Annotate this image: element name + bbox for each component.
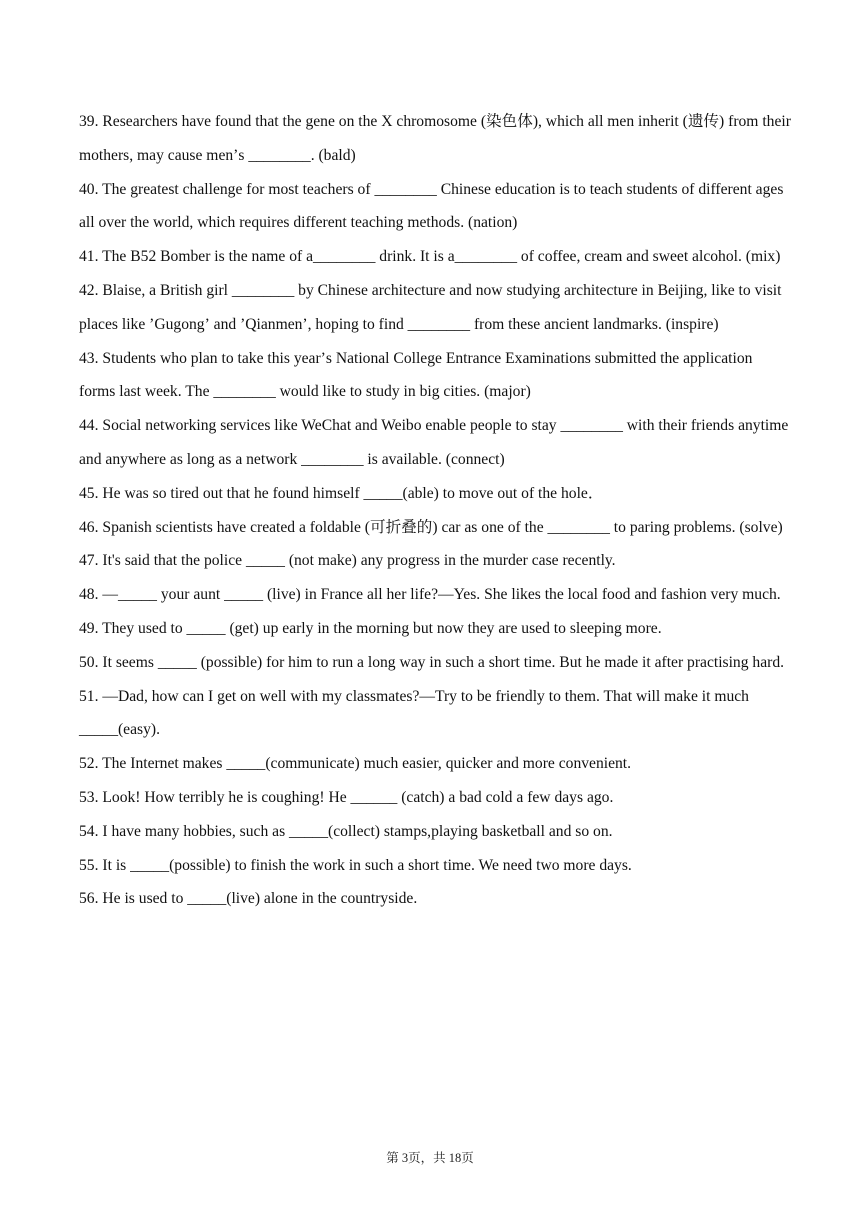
question-50: 50. It seems _____ (possible) for him to run a long way in such a short time. But he made it after practising hard.	[79, 653, 785, 671]
question-55: 55. It is _____(possible) to finish the work in such a short time. We need two more days.	[79, 856, 632, 874]
question-46: 46. Spanish scientists have created a foldable (可折叠的) car as one of the ________ to paring problems. (solve)	[79, 518, 783, 536]
question-52: 52. The Internet makes _____(communicate) much easier, quicker and more convenient.	[79, 755, 632, 773]
question-42: 42. Blaise, a British girl ________ by Chinese architecture and now studying architecture in Beijing, like to visit places like ʼGugongʼ and ʼQianmenʼ, hoping to find ________ from these ancient landmarks. (inspire)	[79, 281, 782, 333]
question-39: 39. Researchers have found that the gene on the X chromosome (染色体), which all men inherit (遗传) from their mothers, may cause menʼs ________. (bald)	[79, 113, 791, 164]
question-49: 49. They used to _____ (get) up early in the morning but now they are used to sleeping more.	[79, 619, 662, 637]
page-number-footer: 第 3页，共 18页	[386, 1151, 474, 1165]
question-53: 53. Look! How terribly he is coughing! He ______ (catch) a bad cold a few days ago.	[79, 788, 614, 806]
question-list	[79, 105, 791, 916]
question-41: 41. The B52 Bomber is the name of a________ drink. It is a________ of coffee, cream and sweet alcohol. (mix)	[79, 248, 781, 266]
question-44: 44. Social networking services like WeChat and Weibo enable people to stay ________ with their friends anytime and anywhere as long as a network ________ is available. (connect)	[79, 417, 789, 468]
question-40: 40. The greatest challenge for most teachers of ________ Chinese education is to teach students of different ages all over the world, which requires different teaching methods. (nation)	[79, 180, 784, 232]
question-51: 51. —Dad, how can I get on well with my classmates?—Try to be friendly to them. That will make it much _____(easy).	[79, 687, 749, 739]
question-48: 48. —_____ your aunt _____ (live) in France all her life?—Yes. She likes the local food and fashion very much.	[79, 586, 781, 604]
question-45: 45. He was so tired out that he found himself _____(able) to move out of the hole．	[79, 484, 604, 502]
question-43: 43. Students who plan to take this yearʼs National College Entrance Examinations submitted the application forms last week. The ________ would like to study in big cities. (major)	[79, 349, 753, 401]
question-56: 56. He is used to _____(live) alone in the countryside.	[79, 890, 418, 908]
question-54: 54. I have many hobbies, such as _____(collect) stamps,playing basketball and so on.	[79, 822, 613, 840]
question-47: 47. It's said that the police _____ (not make) any progress in the murder case recently.	[79, 552, 616, 570]
